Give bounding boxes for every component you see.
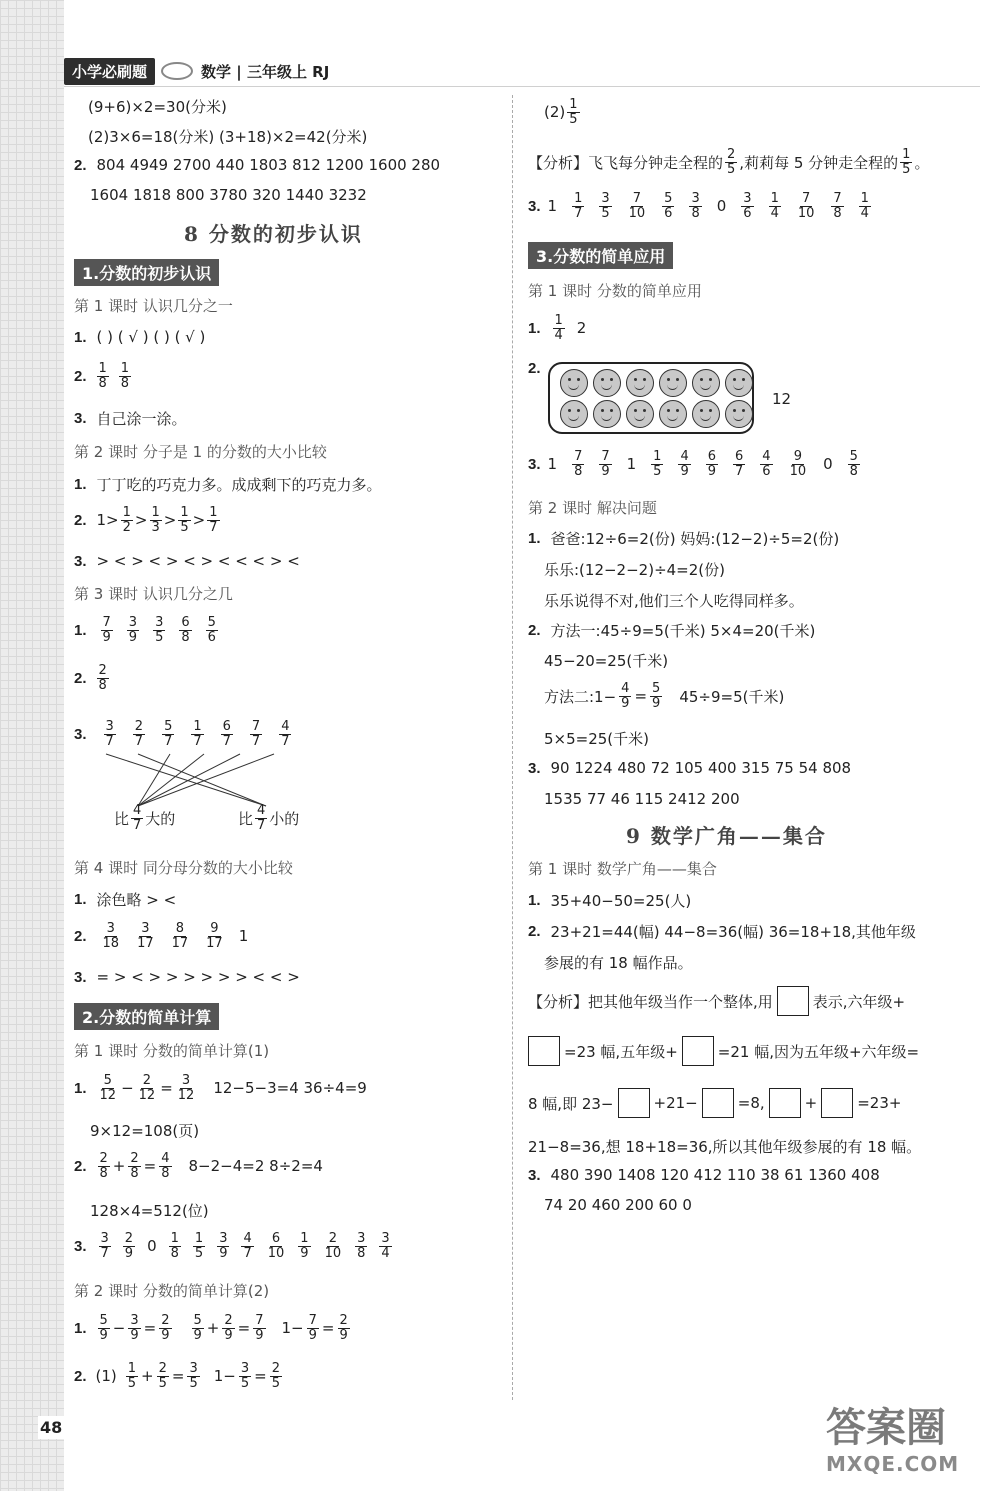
brand-label: 小学必刷题 bbox=[64, 58, 155, 85]
smiley-face-icon bbox=[560, 400, 588, 428]
page-number: 48 bbox=[40, 1418, 63, 1437]
fraction: $\frac{3}{5}$ bbox=[155, 615, 164, 645]
question-number: 3. bbox=[74, 968, 87, 986]
answer-line bbox=[528, 1166, 880, 1184]
question-number: 1. bbox=[74, 1319, 87, 1337]
smiley-face-icon bbox=[593, 400, 621, 428]
fraction: $\frac{3}{18}$ bbox=[102, 921, 120, 951]
lesson-title: 第 2 课时 解决问题 bbox=[528, 499, 657, 517]
answer-text: 1> bbox=[96, 511, 119, 530]
blank-box-icon bbox=[821, 1088, 853, 1118]
question-number: 3. bbox=[74, 410, 87, 427]
answer-text: 丁丁吃的巧克力多。成成剩下的巧克力多。 bbox=[96, 476, 382, 494]
fraction: $\frac{3}{9}$ bbox=[128, 615, 138, 645]
answer-text: 自己涂一涂。 bbox=[96, 410, 187, 428]
answer-line: 乐乐说得不对,他们三个人吃得同样多。 bbox=[544, 592, 804, 610]
section-label: 1.分数的初步认识 bbox=[74, 259, 219, 286]
answer-line bbox=[74, 328, 205, 346]
fraction: $\frac{2}{7}$ bbox=[134, 719, 144, 749]
fraction: $\frac{8}{17}$ bbox=[171, 921, 189, 951]
fraction: $\frac{7}{7}$ bbox=[251, 719, 261, 749]
analysis-line: =23 幅,五年级+ =21 幅,因为五年级+六年级= bbox=[528, 1036, 919, 1066]
answer-text: 12 bbox=[772, 390, 792, 408]
question-number: 2. bbox=[74, 367, 87, 385]
lesson-title: 第 1 课时 数学广角——集合 bbox=[528, 860, 717, 878]
question-number: 2. bbox=[528, 360, 541, 377]
question-number: 1. bbox=[528, 892, 541, 909]
answer-line: 9×12=108(页) bbox=[90, 1122, 200, 1140]
answer-line: 2. 1> $\frac{1}{2}$ > $\frac{1}{3}$ > $\frac{1}{5}$ > $\frac{1}{7}$ bbox=[74, 505, 218, 535]
lesson-title: 第 1 课时 认识几分之一 bbox=[74, 297, 233, 315]
question-number: 1. bbox=[74, 328, 87, 346]
answer-line bbox=[74, 474, 382, 495]
question-number: 2. bbox=[528, 622, 541, 639]
answer-line: 74 20 460 200 60 0 bbox=[544, 1196, 692, 1214]
match-label-bigger: 比 $\frac{4}{7}$ 大的 bbox=[114, 803, 176, 833]
matching-lines bbox=[74, 752, 334, 812]
section-heading bbox=[74, 1003, 219, 1030]
answer-text: ( ) ( √ ) ( ) ( √ ) bbox=[96, 328, 206, 346]
chapter-title: 9 数学广角——集合 bbox=[626, 824, 827, 848]
answer-text: 480 390 1408 120 412 110 38 61 1360 408 bbox=[550, 1166, 880, 1184]
question-number: 3. bbox=[528, 759, 541, 777]
smiley-face-icon bbox=[659, 369, 687, 397]
smiley-face-icon bbox=[626, 369, 654, 397]
answer-text: 35+40−50=25(人) bbox=[550, 892, 692, 910]
answer-line: 1. $\frac{5}{9}$ − $\frac{3}{9}$ = $\frac{2}{9}$ $\frac{5}{9}$ + $\frac{2}{9}$ = $\frac{7}{9}$ 1− $\frac{7}{9}$ = $\frac{2}{9}$ bbox=[74, 1313, 348, 1343]
lesson-title: 第 1 课时 分数的简单应用 bbox=[528, 282, 702, 300]
smiley-face-icon bbox=[626, 400, 654, 428]
subject-label: 数学 | 三年级上 RJ bbox=[201, 62, 330, 81]
header-rule bbox=[64, 86, 980, 87]
question-number: 2. bbox=[74, 1157, 87, 1175]
answer-line bbox=[74, 362, 131, 390]
answer-text: 方法一:45÷9=5(千米) 5×4=20(千米) bbox=[550, 622, 816, 640]
answer-line bbox=[528, 528, 839, 549]
answer-line: 3. 1 $\frac{7}{8}$ $\frac{7}{9}$ 1 $\frac{1}{5}$ $\frac{4}{9}$ $\frac{6}{9}$ $\frac{6}{7}$ $\frac{4}{6}$ $\frac{9}{10}$ 0 $\frac{5}{8}$ bbox=[528, 449, 858, 479]
answer-line bbox=[74, 664, 109, 692]
answer-line bbox=[74, 720, 291, 748]
fraction: $\frac{1}{8}$ bbox=[98, 361, 107, 391]
answer-line: 1. $\frac{5}{12}$ − $\frac{2}{12}$ = $\frac{3}{12}$ 12−5−3=4 36÷4=9 bbox=[74, 1073, 367, 1103]
question-number: 2. bbox=[74, 511, 87, 529]
answer-line bbox=[74, 616, 218, 644]
fraction: $\frac{6}{8}$ bbox=[181, 615, 190, 645]
smiley-face-icon bbox=[692, 400, 720, 428]
answer-text: 804 4949 2700 440 1803 812 1200 1600 280 bbox=[96, 156, 441, 174]
question-number: 3. bbox=[74, 725, 87, 743]
answer-line: (9+6)×2=30(分米) bbox=[88, 98, 227, 116]
lesson-title: 第 2 课时 分子是 1 的分数的大小比较 bbox=[74, 443, 327, 461]
fraction: $\frac{7}{9}$ bbox=[102, 615, 111, 645]
question-number: 2. bbox=[74, 669, 87, 687]
lesson-title: 第 4 课时 同分母分数的大小比较 bbox=[74, 859, 293, 877]
answer-text: > < > < > < > < < < > < bbox=[96, 552, 300, 570]
fraction: $\frac{5}{6}$ bbox=[207, 615, 216, 645]
watermark-url: MXQE.COM bbox=[826, 1452, 960, 1476]
smiley-face-icon bbox=[692, 369, 720, 397]
question-number: 3. bbox=[74, 552, 87, 570]
answer-line bbox=[528, 759, 851, 777]
answer-line bbox=[528, 890, 691, 911]
answer-line bbox=[528, 921, 916, 942]
section-heading bbox=[528, 242, 673, 269]
fraction: $\frac{9}{17}$ bbox=[206, 921, 223, 951]
blank-box-icon bbox=[528, 1036, 560, 1066]
fraction: $\frac{1}{8}$ bbox=[120, 361, 130, 391]
side-strip bbox=[0, 0, 64, 1491]
answer-line: 乐乐:(12−2−2)÷4=2(份) bbox=[544, 561, 725, 579]
fraction: $\frac{3}{17}$ bbox=[137, 921, 154, 951]
analysis-line: 【分析】把其他年级当作一个整体,用 表示,六年级+ bbox=[528, 986, 905, 1016]
section-label: 2.分数的简单计算 bbox=[74, 1003, 219, 1030]
question-number: 1. bbox=[528, 319, 541, 337]
blank-box-icon bbox=[777, 986, 809, 1016]
answer-line bbox=[528, 360, 541, 377]
answer-line: 2. (1) $\frac{1}{5}$ + $\frac{2}{5}$ = $\frac{3}{5}$ 1− $\frac{3}{5}$ = $\frac{2}{5}$ bbox=[74, 1361, 281, 1391]
page-header bbox=[64, 58, 329, 84]
question-number: 3. bbox=[528, 455, 541, 473]
question-number: 3. bbox=[528, 1166, 541, 1184]
match-label-smaller: 比 $\frac{4}{7}$ 小的 bbox=[238, 803, 300, 833]
answer-line: 1. $\frac{1}{4}$ 2 bbox=[528, 313, 587, 343]
answer-line: 2. $\frac{2}{8}$ + $\frac{2}{8}$ = $\frac{4}{8}$ 8−2−4=2 8÷2=4 bbox=[74, 1151, 323, 1181]
answer-line bbox=[74, 408, 187, 429]
fraction: $\frac{1}{5}$ bbox=[180, 505, 189, 535]
chapter-title: 8 分数的初步认识 bbox=[184, 222, 363, 246]
fraction: $\frac{1}{7}$ bbox=[209, 505, 218, 535]
analysis-line: 8 幅,即 23− +21− =8, + =23+ bbox=[528, 1088, 901, 1118]
answer-line: 5×5=25(千米) bbox=[544, 730, 650, 748]
fraction: $\frac{6}{7}$ bbox=[222, 719, 231, 749]
question-number: 1. bbox=[74, 891, 87, 908]
answer-line: 1604 1818 800 3780 320 1440 3232 bbox=[90, 186, 367, 204]
answer-text: 90 1224 480 72 105 400 315 75 54 808 bbox=[550, 759, 852, 777]
smiley-face-grid bbox=[548, 362, 754, 434]
question-number: 2. bbox=[528, 923, 541, 940]
question-number: 1. bbox=[74, 476, 87, 493]
answer-line: 128×4=512(位) bbox=[90, 1202, 209, 1220]
answer-text: 23+21=44(幅) 44−8=36(幅) 36=18+18,其他年级 bbox=[550, 923, 916, 941]
fraction: $\frac{2}{8}$ bbox=[98, 663, 107, 693]
answer-line: (2)3×6=18(分米) (3+18)×2=42(分米) bbox=[88, 128, 368, 146]
answer-line: 3. $\frac{3}{7}$ $\frac{2}{9}$ 0 $\frac{1}{8}$ $\frac{1}{5}$ $\frac{3}{9}$ $\frac{4}{7}$ $\frac{6}{10}$ $\frac{1}{9}$ $\frac{2}{10}$ $\frac{3}{8}$ $\frac{3}{4}$ bbox=[74, 1231, 390, 1261]
smiley-face-icon bbox=[725, 400, 753, 428]
answer-line: 2. $\frac{3}{18}$ $\frac{3}{17}$ $\frac{8}{17}$ $\frac{9}{17}$ 1 bbox=[74, 921, 249, 951]
answer-line: 1535 77 46 115 2412 200 bbox=[544, 790, 740, 808]
answer-line bbox=[528, 620, 815, 641]
question-number: 3. bbox=[74, 1237, 87, 1255]
question-number: 3. bbox=[528, 197, 541, 215]
column-divider bbox=[512, 95, 513, 1400]
answer-line: 参展的有 18 幅作品。 bbox=[544, 954, 693, 972]
question-number: 1. bbox=[74, 621, 87, 639]
question-number: 1. bbox=[528, 530, 541, 547]
question-number: 2. bbox=[74, 1367, 87, 1385]
section-heading bbox=[74, 259, 219, 286]
answer-text: 涂色略 > < bbox=[96, 891, 177, 909]
answer-line bbox=[74, 552, 300, 570]
lesson-title: 第 1 课时 分数的简单计算(1) bbox=[74, 1042, 270, 1060]
answer-line: 45−20=25(千米) bbox=[544, 652, 669, 670]
blank-box-icon bbox=[682, 1036, 714, 1066]
answer-line: 3. 1 $\frac{1}{7}$ $\frac{3}{5}$ $\frac{7}{10}$ $\frac{5}{6}$ $\frac{3}{8}$ 0 $\frac{3}{6}$ $\frac{1}{4}$ $\frac{7}{10}$ $\frac{7}{8}$ $\frac{1}{4}$ bbox=[528, 191, 869, 221]
blank-box-icon bbox=[618, 1088, 650, 1118]
fraction: $\frac{3}{7}$ bbox=[105, 719, 114, 749]
blank-box-icon bbox=[769, 1088, 801, 1118]
answer-line bbox=[74, 889, 176, 910]
answer-text: 爸爸:12÷6=2(份) 妈妈:(12−2)÷5=2(份) bbox=[550, 530, 840, 548]
smiley-face-icon bbox=[560, 369, 588, 397]
fraction: $\frac{1}{2}$ bbox=[122, 505, 131, 535]
brand-logo-icon bbox=[161, 62, 193, 80]
section-label: 3.分数的简单应用 bbox=[528, 242, 673, 269]
fraction: $\frac{5}{7}$ bbox=[164, 719, 173, 749]
analysis-line: 21−8=36,想 18+18=36,所以其他年级参展的有 18 幅。 bbox=[528, 1138, 922, 1156]
watermark-logo: 答案圈 bbox=[826, 1405, 946, 1451]
fraction: $\frac{1}{3}$ bbox=[151, 505, 160, 535]
answer-line: (2) $\frac{1}{5}$ bbox=[544, 97, 578, 127]
lesson-title: 第 3 课时 认识几分之几 bbox=[74, 585, 233, 603]
blank-box-icon bbox=[702, 1088, 734, 1118]
answer-line: 方法二:1− $\frac{4}{9}$ = $\frac{5}{9}$ 45÷9=5(千米) bbox=[544, 681, 785, 711]
fraction: $\frac{1}{7}$ bbox=[193, 719, 202, 749]
analysis-line: 【分析】飞飞每分钟走全程的 $\frac{2}{5}$ ,莉莉每 5 分钟走全程的 $\frac{1}{5}$ 。 bbox=[528, 147, 930, 177]
question-number: 2. bbox=[74, 156, 87, 174]
smiley-face-icon bbox=[725, 369, 753, 397]
lesson-title: 第 2 课时 分数的简单计算(2) bbox=[74, 1282, 270, 1300]
question-number: 2. bbox=[74, 927, 87, 945]
smiley-face-icon bbox=[659, 400, 687, 428]
answer-text: = > < > > > > > > < < > bbox=[96, 968, 300, 986]
answer-line bbox=[74, 156, 440, 174]
question-number: 1. bbox=[74, 1079, 87, 1097]
answer-line bbox=[74, 968, 300, 986]
smiley-face-icon bbox=[593, 369, 621, 397]
fraction: $\frac{4}{7}$ bbox=[281, 719, 290, 749]
